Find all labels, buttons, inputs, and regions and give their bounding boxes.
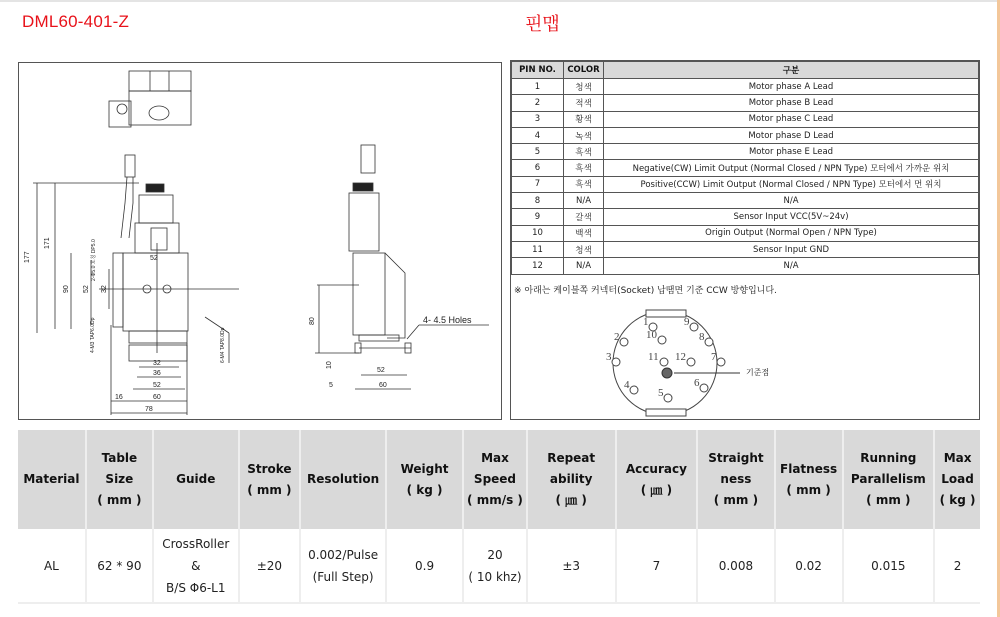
spec-value [86, 529, 153, 603]
pin-desc: Motor phase B Lead [604, 95, 979, 111]
spec-value-line: B/S Φ6-L1 [166, 580, 226, 595]
pin-desc: Motor phase A Lead [604, 79, 979, 95]
pin-desc: Motor phase C Lead [604, 111, 979, 127]
spec-value-line: & [191, 558, 201, 573]
spec-value-line: 62 * 90 [97, 558, 142, 573]
dim-52-v: 52 [83, 285, 90, 293]
connector-pin-hole [717, 358, 725, 366]
pin-no: 6 [512, 160, 564, 176]
connector-pin-hole [690, 323, 698, 331]
spec-header-line: ( kg ) [406, 482, 443, 497]
spec-header-line: ( mm ) [866, 493, 911, 507]
spec-value-line: AL [43, 558, 59, 573]
spec-header [616, 430, 698, 529]
pin-row [512, 127, 979, 143]
technical-drawing [18, 62, 502, 420]
pin-no: 2 [512, 95, 564, 111]
spec-header-line: Size [105, 472, 134, 486]
spec-header-line: Load [941, 472, 974, 486]
dim-78: 78 [145, 406, 153, 413]
connector-key-top [646, 310, 686, 317]
spec-value-line: 0.002/Pulse [308, 547, 379, 562]
connector-pin-hole [658, 336, 666, 344]
pin-color: 황색 [564, 111, 604, 127]
spec-header-line: Guide [176, 472, 216, 486]
pin-desc: Origin Output (Normal Open / NPN Type) [604, 225, 979, 241]
pin-desc: Motor phase E Lead [604, 144, 979, 160]
spec-value-line: (Full Step) [312, 569, 374, 584]
pin-row [512, 160, 979, 176]
counterbore-label: 2-Φ5.0 호칭 DP5.0 [91, 239, 97, 281]
dim-60: 60 [153, 394, 161, 401]
spec-header-line: Stroke [247, 461, 292, 476]
spec-header [18, 430, 86, 529]
spec-value-line: ±3 [562, 558, 581, 573]
connector-diagram [600, 308, 750, 418]
dim-side-80: 80 [309, 317, 316, 325]
connector-pin-label: 11 [648, 351, 659, 363]
spec-value [775, 529, 843, 603]
spec-header [463, 430, 527, 529]
spec-header-line: Running [860, 451, 917, 465]
spec-header [153, 430, 239, 529]
dim-side-5: 5 [329, 382, 333, 389]
pin-color: N/A [564, 258, 604, 274]
spec-header-line: Resolution [307, 472, 380, 486]
drawing-svg [19, 63, 501, 419]
pin-color: 흑색 [564, 144, 604, 160]
pin-no: 1 [512, 79, 564, 95]
reference-label: 기준점 [746, 368, 770, 377]
spec-header-line: Weight [400, 461, 449, 476]
spec-value-line: ±20 [256, 558, 283, 573]
pin-row [512, 258, 979, 274]
connector-pin-hole [700, 384, 708, 392]
spec-value-line: 20 [487, 547, 503, 562]
pin-no: 11 [512, 241, 564, 257]
dim-32-h: 32 [153, 360, 161, 367]
tap-right-label: 6-M4 TAP8.0Dp [220, 327, 226, 363]
model-title: DML60-401-Z [22, 12, 130, 31]
pin-no: 8 [512, 193, 564, 209]
pin-color: 흑색 [564, 176, 604, 192]
connector-pin-hole [687, 358, 695, 366]
spec-header-line: Parallelism [850, 472, 926, 486]
spec-value [386, 529, 463, 603]
spec-header [775, 430, 843, 529]
pin-desc: Motor phase D Lead [604, 127, 979, 143]
spec-header-line: ( ㎛ ) [555, 493, 587, 507]
connector-pin-label: 3 [606, 351, 612, 363]
connector-pin-label: 8 [699, 331, 705, 343]
spec-value [153, 529, 239, 603]
pin-no: 5 [512, 144, 564, 160]
spec-header [239, 430, 301, 529]
dim-16: 16 [115, 394, 123, 401]
pin-color: 흑색 [564, 160, 604, 176]
spec-header-line: Max [943, 451, 972, 465]
dim-171: 171 [44, 237, 51, 249]
pin-header-color: COLOR [564, 62, 604, 79]
pin-no: 3 [512, 111, 564, 127]
tap-left-label: 4-M3 TAP6.0Dp [90, 317, 96, 353]
pin-row [512, 209, 979, 225]
pin-row [512, 241, 979, 257]
pin-header-desc: 구분 [604, 62, 979, 79]
pin-row [512, 144, 979, 160]
spec-header-line: ( mm ) [97, 493, 142, 507]
dim-side-10: 10 [326, 361, 333, 369]
pin-no: 12 [512, 258, 564, 274]
spec-value-line: CrossRoller [162, 536, 230, 551]
spec-value-line: 0.015 [871, 558, 906, 573]
spec-header-line: Straight [708, 451, 764, 465]
reference-point [662, 368, 672, 378]
connector-pin-label: 2 [614, 331, 620, 343]
connector-pin-hole [660, 358, 668, 366]
pin-no: 10 [512, 225, 564, 241]
spec-value [239, 529, 301, 603]
connector-pin-hole [612, 358, 620, 366]
spec-header-line: ( ㎛ ) [640, 482, 673, 497]
spec-header-line: ( mm ) [713, 493, 759, 507]
spec-header-line: Accuracy [625, 461, 687, 476]
connector-pin-label: 9 [684, 316, 690, 328]
connector-pin-label: 10 [646, 329, 657, 341]
spec-header-line: ness [720, 472, 752, 486]
spec-table [18, 430, 980, 604]
spec-value [18, 529, 86, 603]
spec-header [86, 430, 153, 529]
spec-header-line: Flatness [780, 461, 838, 476]
spec-value [463, 529, 527, 603]
spec-header [300, 430, 386, 529]
spec-header-line: Speed [473, 472, 517, 486]
spec-header-line: Table [101, 451, 138, 465]
pin-desc: Sensor Input GND [604, 241, 979, 257]
spec-value-line: 0.9 [415, 558, 435, 573]
dim-177: 177 [24, 251, 31, 263]
pin-color: 백색 [564, 225, 604, 241]
spec-header [843, 430, 935, 529]
connector-pin-hole [664, 394, 672, 402]
spec-header-line: Material [23, 472, 80, 486]
spec-header-line: ( mm/s ) [467, 493, 523, 507]
pin-desc: Negative(CW) Limit Output (Normal Closed / NPN Type) 모터에서 가까운 위치 [604, 160, 979, 176]
spec-value-line: 7 [652, 558, 661, 573]
pin-no: 9 [512, 209, 564, 225]
dim-32-v: 32 [101, 285, 108, 293]
spec-header-line: ( mm ) [247, 482, 292, 497]
connector-pin-label: 1 [643, 316, 649, 328]
connector-pin-label: 4 [624, 379, 630, 391]
pin-color: 적색 [564, 95, 604, 111]
spec-header-line: Repeat [547, 451, 596, 465]
dim-52-top: 52 [150, 255, 158, 262]
pin-color: 청색 [564, 241, 604, 257]
pin-color: N/A [564, 193, 604, 209]
connector-pin-label: 7 [711, 351, 717, 363]
spec-header-line: ability [549, 472, 593, 486]
spec-value [843, 529, 935, 603]
pin-row [512, 193, 979, 209]
top-border [0, 0, 1000, 2]
spec-header-line: ( mm ) [786, 482, 831, 497]
connector-pin-label: 6 [694, 377, 700, 389]
spec-header [697, 430, 774, 529]
connector-key-bottom [646, 409, 686, 416]
dim-90: 90 [63, 285, 70, 293]
dim-36: 36 [153, 370, 161, 377]
pin-desc: Sensor Input VCC(5V~24v) [604, 209, 979, 225]
spec-value-line: ( 10 khz) [468, 569, 522, 584]
pin-row [512, 176, 979, 192]
pin-row [512, 111, 979, 127]
stage-plate [123, 253, 188, 331]
spec-value [300, 529, 386, 603]
top-view-body [129, 71, 191, 91]
pin-color: 갈색 [564, 209, 604, 225]
connector-pin-label: 12 [675, 351, 686, 363]
pin-desc: Positive(CCW) Limit Output (Normal Closed / NPN Type) 모터에서 먼 위치 [604, 176, 979, 192]
pin-header-no: PIN NO. [512, 62, 564, 79]
spec-value [697, 529, 774, 603]
pin-note: ※ 아래는 케이블쪽 커넥터(Socket) 납땜면 기준 CCW 방향입니다. [514, 286, 777, 296]
pin-desc: N/A [604, 258, 979, 274]
pin-row [512, 95, 979, 111]
pin-table [511, 61, 979, 275]
spec-value [616, 529, 698, 603]
pin-row [512, 79, 979, 95]
spec-value [527, 529, 616, 603]
connector-pin-hole [620, 338, 628, 346]
spec-header-line: ( kg ) [939, 493, 976, 507]
dim-side-52: 52 [377, 367, 385, 374]
holes-label: 4- 4.5 Holes [423, 315, 472, 325]
dim-52-h: 52 [153, 382, 161, 389]
spec-value-line: 2 [953, 558, 962, 573]
spec-header-line: Max [481, 451, 509, 465]
pin-color: 녹색 [564, 127, 604, 143]
connector-pin-label: 5 [658, 387, 664, 399]
pin-no: 4 [512, 127, 564, 143]
pin-color: 청색 [564, 79, 604, 95]
connector-pin-hole [630, 386, 638, 394]
spec-header [386, 430, 463, 529]
pin-desc: N/A [604, 193, 979, 209]
spec-value-line: 0.02 [795, 558, 822, 573]
pin-no: 7 [512, 176, 564, 192]
pin-row [512, 225, 979, 241]
pinmap-title: 핀맵 [525, 14, 560, 35]
dim-side-60: 60 [379, 382, 387, 389]
connector-pin-hole [705, 338, 713, 346]
spec-value-line: 0.008 [718, 558, 754, 573]
spec-header [527, 430, 616, 529]
spec-value [934, 529, 980, 603]
spec-header [934, 430, 980, 529]
